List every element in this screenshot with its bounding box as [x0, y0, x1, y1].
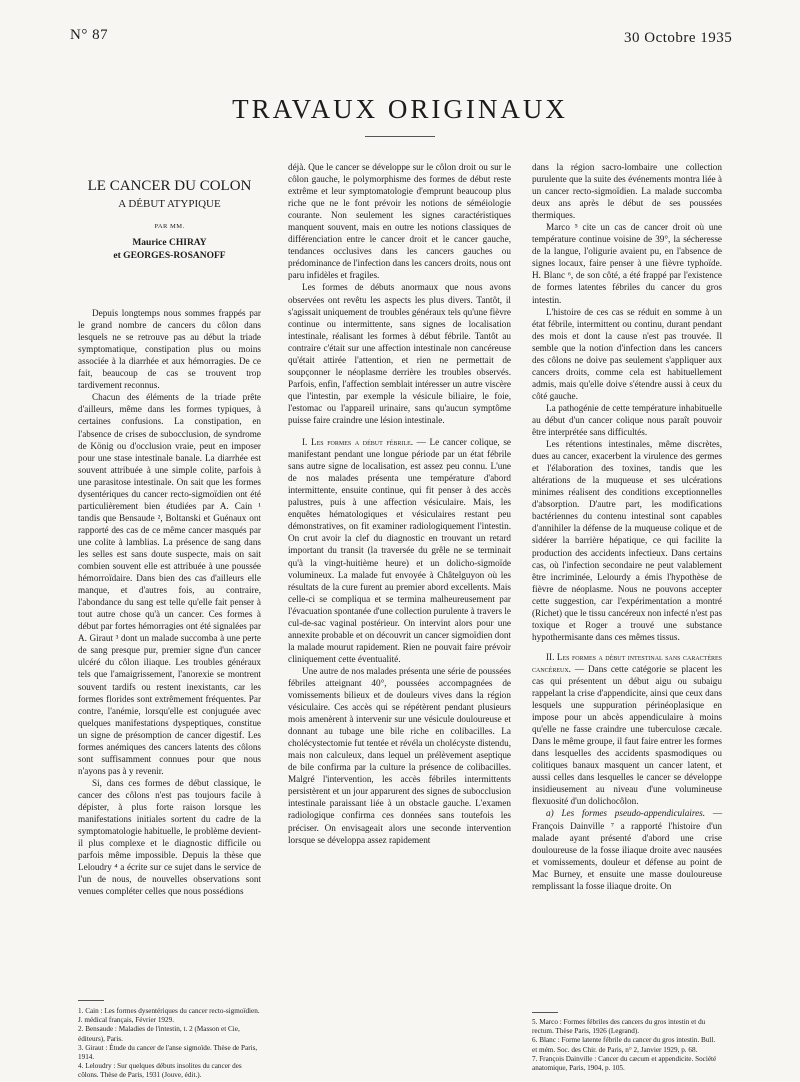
column-3 — [532, 161, 722, 892]
footnote: 3. Giraut : Étude du cancer de l'anse sigmoïde. Thèse de Paris, 1914. — [78, 1043, 258, 1062]
footnote: 2. Bensaude : Maladies de l'intestin, t. 2 (Masson et Cie, éditeurs), Paris. — [78, 1025, 240, 1043]
issue-date: 30 Octobre 1935 — [624, 30, 733, 46]
column-2 — [288, 161, 511, 846]
paragraph: I. Les formes a début fébrile. — Le cancer colique, se manifestant pendant une longue période par un état fébrile sans autre signe de localisation, est assez peu connu. L'une de nos malades présenta une température d'abord intermittente, ensuite continue, qui fit penser à des accès palustres, puis à une affection vésiculaire. Mais, les enquêtes hématologiques et vésiculaires restant peu démonstratives, on fit examiner radiologiquement l'intestin. On crut avoir la clef du diagnostic en trouvant un retard important du transit (la traversée du grêle ne se terminait qu'à la vingt-huitième heure) et un dolicho-sigmoïde volumineux. La malade fut envoyée à Châtelguyon où les résultats de la cure furent au premier abord excellents. Mais celle-ci se compliqua et se termina malheureusement par l'évacuation spontanée d'une collection purulente à travers le cul-de-sac vaginal postérieur. On intervint alors pour une annexite probable et on découvrit un cancer sigmoïdien dont la malade mourut rapidement. Rien ne pouvait faire prévoir cliniquement cette éventualité. — [288, 437, 511, 664]
paragraph: II. Les formes a début intestinal sans caractères cancéreux. — Dans cette catégorie se placent les cas qui présentent un début aigu ou subaigu rappelant la crise d'appendicite, ainsi que ceux dans lesquels une suppuration périnéoplasique en impose pour un abcès appendiculaire à moins qu'elle ne fasse craindre une tuberculose cæcale. Dans le même groupe, il faut faire entrer les formes dans lesquelles des accidents spasmodiques ou colitiques banaux masquent un cancer latent, et aussi celles dans lesquelles le cancer se développe insidieusement au niveau d'une volumineuse flexuosité d'un dolichocôlon. — [532, 651, 722, 807]
footnote: 5. Marco : Formes fébriles des cancers du gros intestin et du rectum. Thèse Paris, 1926 (Legrand). — [532, 1018, 706, 1036]
paragraph: Marco ⁵ cite un cas de cancer droit où une température continue voisine de 39°, la sécheresse de la langue, l'oligurie avaient pu, en l'absence de signes locaux, faire penser à une fièvre typhoïde. H. Blanc ⁶, de son côté, a été frappé par l'existence de formes latentes fébriles du cancer du gros intestin. — [532, 222, 722, 305]
title-rule — [365, 136, 435, 137]
article-title: LE CANCER DU COLON — [87, 178, 252, 194]
paragraph: Les rétentions intestinales, même discrètes, dues au cancer, exacerbent la virulence des germes et l'élaboration des toxines, tandis que les altérations de la muqueuse et ses ulcérations minimes réalisent des conditions exceptionnelles d'absorption. D'autre part, les modifications bactériennes du contenu intestinal sont capables d'annihiler la défense de la muqueuse colique et de sidérer la barrière hépatique, ce qui facilite la production des accidents infectieux. Dans certains cas, où l'infection secondaire ne peut valablement être incriminée, Lelourdy a émis l'hypothèse de fièvre de néoplasme. Nous ne pouvons accepter cette suggestion, car l'expérimentation a montré (Richet) que le tissu cancéreux non infecté n'est pas toxique et Roger a trouvé une substance hypothermisante dans ces mêmes tissus. — [532, 439, 722, 642]
section-heading: II. Les formes a début intestinal sans caractères cancéreux. — [532, 651, 722, 674]
subsection-heading: a) Les formes pseudo-appendiculaires. — [546, 808, 706, 819]
section-title: TRAVAUX ORIGINAUX — [232, 94, 568, 124]
article-subtitle: A DÉBUT ATYPIQUE — [118, 198, 221, 210]
footnote-rule — [532, 1012, 558, 1013]
paragraph: Depuis longtemps nous sommes frappés par le grand nombre de cancers du côlon dans lesquels ne se retrouve pas au début la triade symptomatique, constipation plus ou moins associée à la diarrhée et aux hémorragies. De ce fait, beaucoup de cas se trouvent trop tardivement reconnus. — [78, 308, 261, 391]
column-1 — [78, 178, 261, 897]
paragraph: déjà. Que le cancer se développe sur le côlon droit ou sur le côlon gauche, le polymorphisme des formes de début reste extrême et leur symptomatologie d'emprunt beaucoup plus riche que ne le font prévoir les notions de séméiologie courante. Non seulement les signes caractéristiques manquent souvent, mais en outre les notions classiques de différenciation entre le cancer droit et le cancer gauche, tendances occlusives dans les cancers gauches ou prédominance de l'infection dans les cancers droits, nous ont paru infidèles et fragiles. — [288, 162, 511, 281]
footnote: 6. Blanc : Forme latente fébrile du cancer du gros intestin. Bull. et mém. Soc. des Chir. de Paris, n° 2, Janvier 1929, p. 68. — [532, 1036, 716, 1054]
footnote: 4. Leloudry : Sur quelques débuts insolites du cancer des côlons. Thèse de Paris, 1931 (Jouve, édit.). — [78, 1062, 242, 1080]
author-2: et GEORGES-ROSANOFF — [113, 251, 226, 262]
paragraph: L'histoire de ces cas se réduit en somme à un état fébrile, intermittent ou continu, durant pendant des mois et dont la cause n'est pas trouvée. Il semble que la notion d'infection dans les cancers des côlons ne doive pas seulement s'appliquer aux cancers droits, comme cela est habituellement admis, mais qu'elle doive s'étendre aussi à ceux du côté gauche. — [532, 306, 722, 401]
footnote: 7. François Dainville : Cancer du cæcum et appendicite. Société anatomique, Paris, 1904, p. 105. — [532, 1054, 717, 1073]
footnote-rule — [78, 1000, 104, 1001]
paragraph: Chacun des éléments de la triade prête d'ailleurs, même dans les formes typiques, à certaines confusions. La constipation, en l'absence de crises de subocclusion, de syndrome de König ou d'occlusion vraie, peut en imposer pour une stase intestinale banale. La diarrhée est souvent attribuée à une simple colite, parfois à une parasitose intestinale. On sait que les formes dysentériques du cancer recto-sigmoïdien ont été particulièrement bien étudiées par A. Cain ¹ tandis que Bensaude ², Boltanski et Guénaux ont rapporté des cas de ce même cancer masqués par une colite à lamblias. La présence de sang dans les selles est sans doute suspecte, mais on sait combien souvent elle est attribuée à une poussée hémorroïdaire. Dans bien des cas d'ailleurs elle manque, et d'autres fois, au contraire, l'abondance du sang est telle qu'elle fait penser à tout autre chose qu'à un cancer. Ces formes à début par fortes hémorragies ont été signalées par A. Giraut ³ dont un malade succomba à une perte de sang presque pur, premier signe d'un cancer ulcéré du côlon iliaque. Les troubles généraux tels que l'amaigrissement, l'anorexie se montrent souvent tardifs ou restent inexistants, car les formes florides sont extrêmement fréquentes. Par contre, l'anémie, lorsqu'elle est conjuguée avec quelques manifestations dyspeptiques, constitue un signe de présomption de cancer digestif. Les formes anémiques des cancers latents des côlons sont suffisamment connues pour que nous n'ayons pas à y revenir. — [78, 392, 261, 776]
footnotes-col1 — [78, 1007, 261, 1081]
paragraph: dans la région sacro-lombaire une collection purulente que la suite des événements montra liée à un cancer recto-sigmoïdien. La malade succomba deux ans après le début de ses poussées thermiques. — [532, 162, 722, 221]
section-heading: I. Les formes a début fébrile. — [302, 437, 414, 448]
article-par: PAR MM. — [154, 223, 185, 230]
paragraph: Une autre de nos malades présenta une série de poussées fébriles atteignant 40°, poussées accompagnées de vomissements bilieux et de douleurs vives dans la région vésiculaire. Ces accès qui se répétèrent pendant plusieurs mois amenèrent à intervenir sur une vésicule douloureuse et donnant au tubage une bile riche en colibacilles. La cholécystectomie fut tentée et révéla un cholécyste distendu, mais non calculeux, dans lequel un prélèvement aseptique de bile confirma par la culture la présence de colibacilles. Malgré l'intervention, les accès fébriles intermittents persistèrent et un jour apparurent des signes de subocclusion intestinale paraissant liée à un obstacle gauche. L'examen radiologique confirma ces données sans toutefois les préciser. On envisageait alors une seconde intervention lorsque se développa assez rapidement — [288, 665, 511, 845]
paragraph: La pathogénie de cette température inhabituelle au début d'un cancer colique nous paraît pouvoir être interprétée sans difficultés. — [532, 402, 722, 438]
paragraph: Les formes de débuts anormaux que nous avons observées ont revêtu les aspects les plus divers. Tantôt, il s'agissait uniquement de troubles généraux tels qu'une fièvre continue ou intermittente, sans signes de localisation intestinale, réalisant les formes à début fébrile. Tantôt au contraire c'était sur une affection intestinale non cancéreuse qu'était attirée l'attention, et rien ne permettait de soupçonner le néoplasme derrière les troubles observés. Parfois, enfin, l'affection semblait intéresser un autre viscère que l'intestin, par exemple la vésicule biliaire, le foie, l'estomac ou l'appareil urinaire, sans qu'aucun symptôme puisse faire craindre une lésion intestinale. — [288, 282, 511, 425]
author-1: Maurice CHIRAY — [132, 238, 207, 249]
footnotes-col3 — [532, 1018, 722, 1073]
paragraph: a) Les formes pseudo-appendiculaires. — François Dainville ⁷ a rapporté l'histoire d'un malade ayant présenté d'abord une crise douloureuse de la fosse iliaque droite avec nausées et vomissements, douleur et défense au point de Mac Burney, et ensuite une masse douloureuse remplissant la fosse iliaque droite. On — [532, 808, 723, 891]
issue-number: N° 87 — [70, 27, 109, 43]
footnote: 1. Cain : Les formes dysentériques du cancer recto-sigmoïdien. J. médical français, Février 1929. — [78, 1007, 260, 1025]
paragraph: Si, dans ces formes de début classique, le cancer des côlons n'est pas toujours facile à dépister, à plus forte raison lorsque les manifestations initiales sortent du cadre de la symptomatologie habituelle, le problème devient-il plus complexe et le diagnostic difficile ou parfois même impossible. Depuis la thèse que Leloudry ⁴ a écrite sur ce sujet dans le service de l'un de nous, de nouvelles observations sont venues compléter celles que nous possédions — [78, 777, 261, 897]
